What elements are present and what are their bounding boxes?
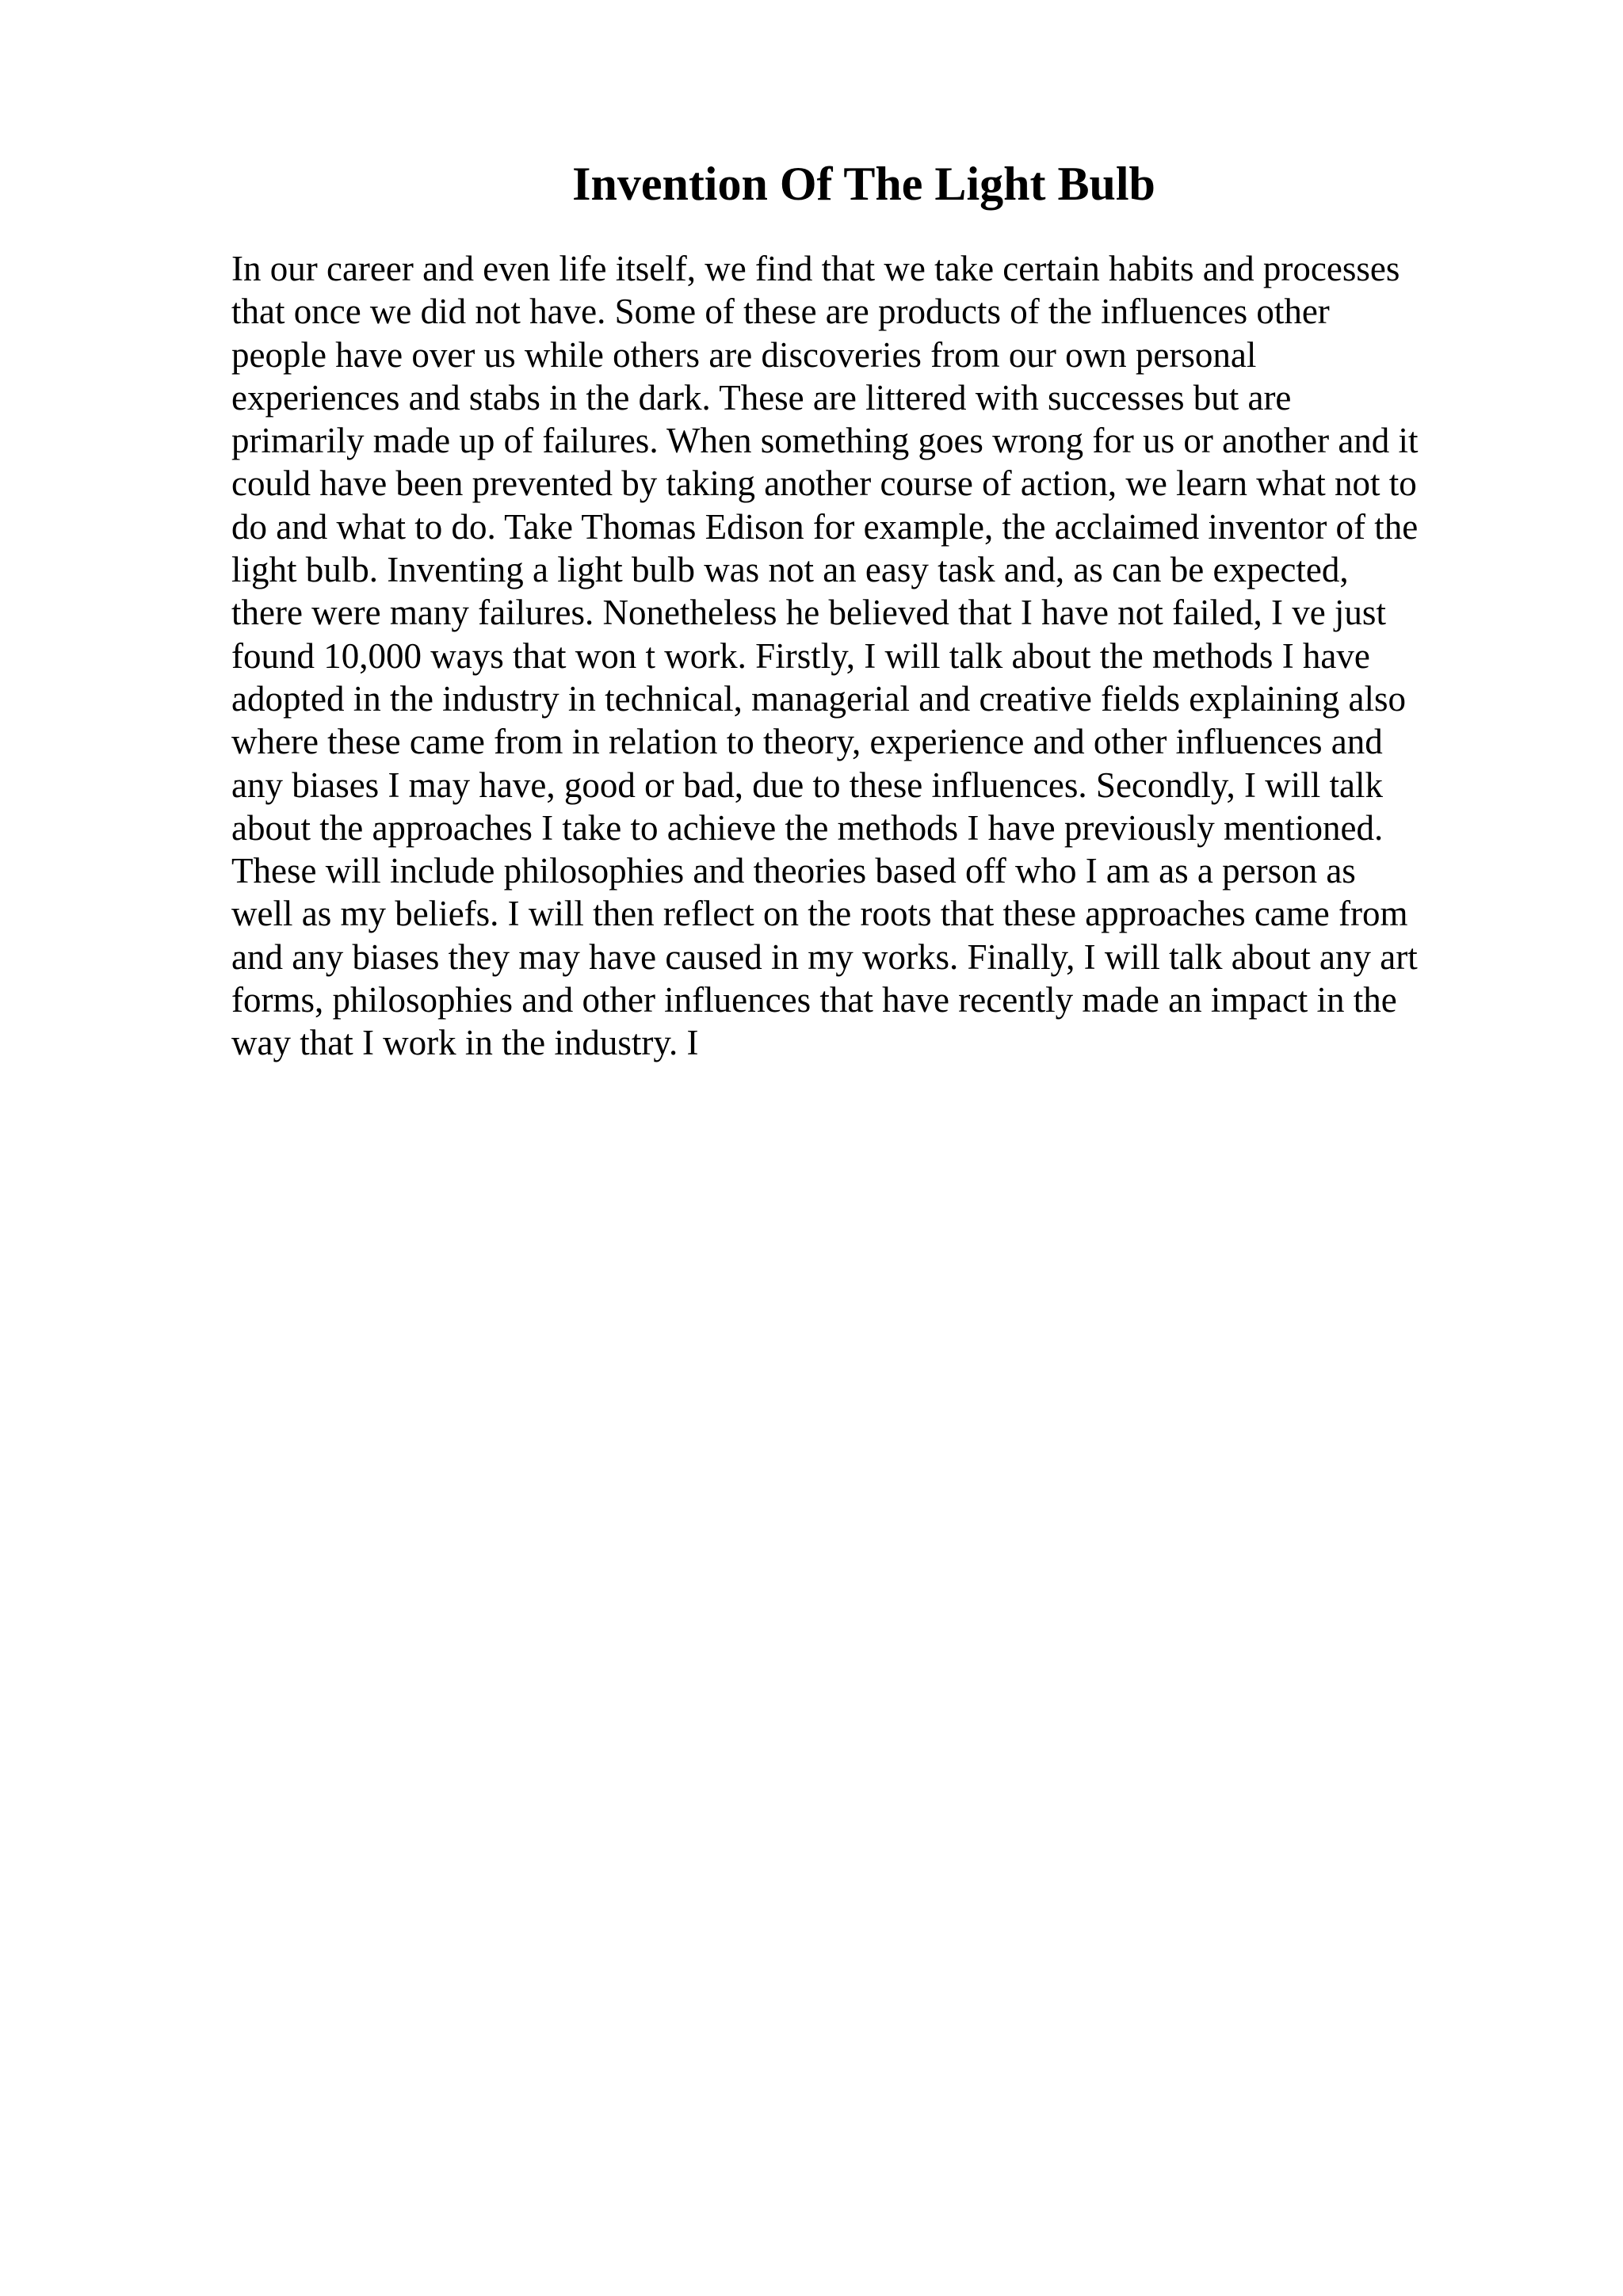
text-line: about the approaches I take to achieve the methods I have previously mentioned.	[231, 807, 1384, 848]
text-line: forms, philosophies and other influences that have recently made an impact in the	[231, 980, 1397, 1020]
text-line: could have been prevented by taking another course of action, we learn what not to	[231, 463, 1417, 504]
text-line: light bulb. Inventing a light bulb was not an easy task and, as can be expected,	[231, 550, 1349, 590]
text-line: people have over us while others are discoveries from our own personal	[231, 334, 1257, 375]
text-line: where these came from in relation to theory, experience and other influences and	[231, 722, 1383, 762]
text-line: well as my beliefs. I will then reflect on the roots that these approaches came from	[231, 894, 1408, 934]
text-line: that once we did not have. Some of these are products of the influences other	[231, 292, 1330, 332]
text-line: In our career and even life itself, we find that we take certain habits and processes	[231, 249, 1400, 288]
text-line: and any biases they may have caused in my works. Finally, I will talk about any art	[231, 936, 1418, 977]
text-line: adopted in the industry in technical, managerial and creative fields explaining also	[231, 678, 1406, 719]
document-title: Invention Of The Light Bulb	[572, 158, 1155, 210]
text-line: there were many failures. Nonetheless he believed that I have not failed, I ve just	[231, 593, 1386, 633]
text-line: primarily made up of failures. When something goes wrong for us or another and it	[231, 421, 1419, 461]
text-line: any biases I may have, good or bad, due to these influences. Secondly, I will talk	[231, 765, 1383, 805]
body-paragraph	[231, 247, 1476, 1065]
text-line: do and what to do. Take Thomas Edison for example, the acclaimed inventor of the	[231, 506, 1419, 547]
text-line: found 10,000 ways that won t work. Firstly, I will talk about the methods I have	[231, 635, 1370, 676]
text-line: way that I work in the industry. I	[231, 1023, 699, 1063]
text-line: These will include philosophies and theories based off who I am as a person as	[231, 851, 1356, 891]
text-line: experiences and stabs in the dark. These are littered with successes but are	[231, 377, 1292, 418]
